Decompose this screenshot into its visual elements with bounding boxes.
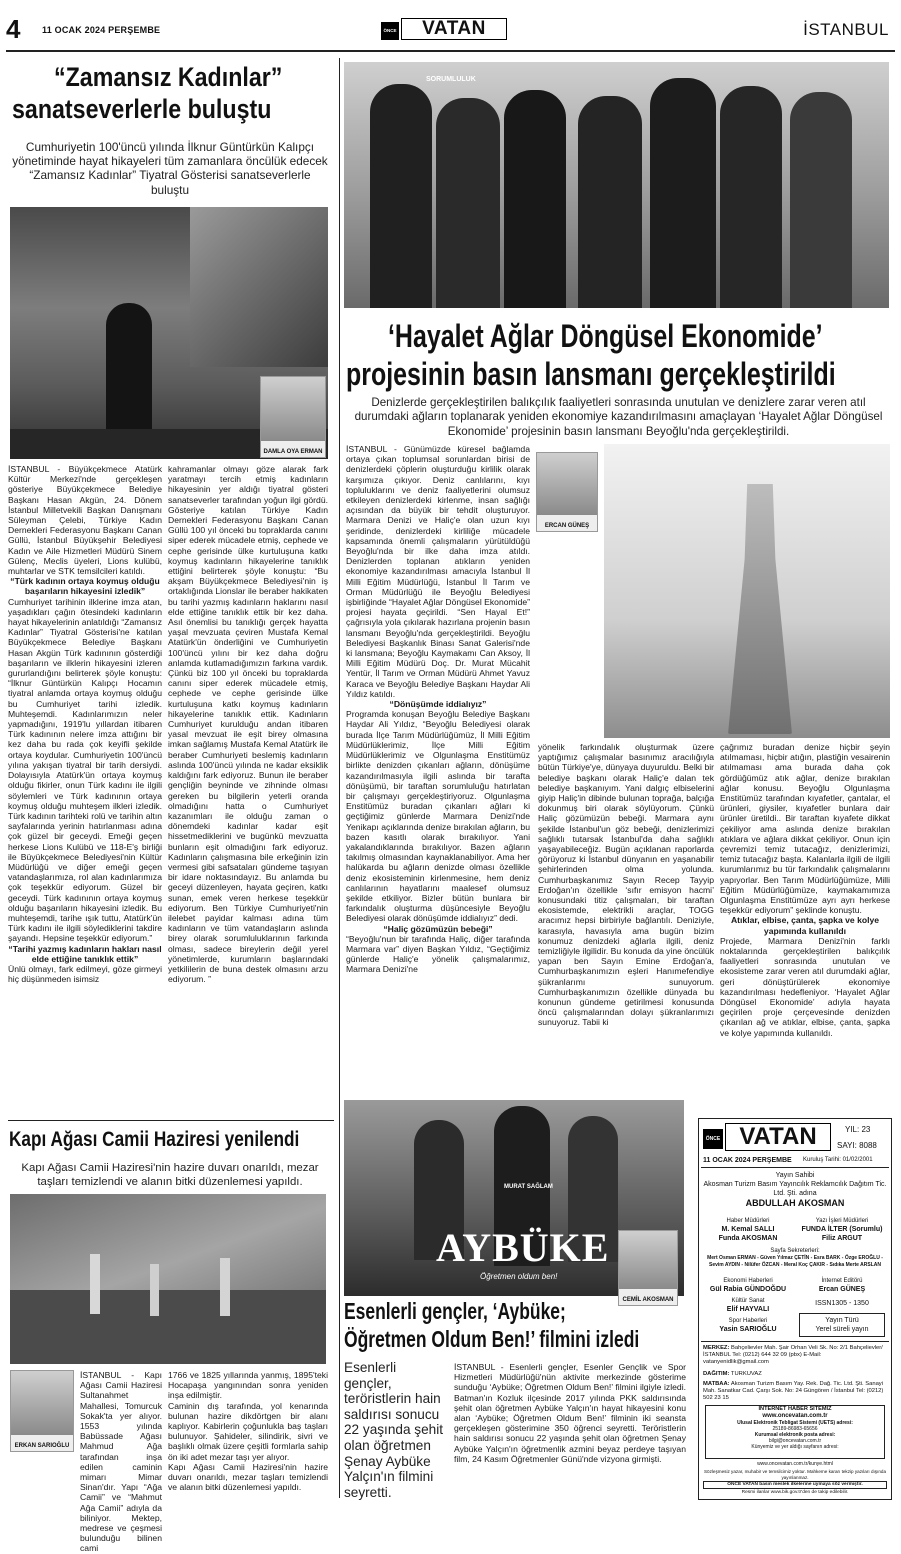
story2-subtitle: Kapı Ağası Camii Haziresi'nin hazire duvarı onarıldı, mezar taşları temizlendi ve alanın bitki düzenlemesi yapıldı. xyxy=(21,1162,319,1188)
story2-col1 xyxy=(80,1370,162,1554)
stage-backdrop xyxy=(190,207,328,367)
subheading: Atıklar, elbise, çanta, şapka ve kolye yapımında kullanıldı xyxy=(730,915,880,936)
story2-photo xyxy=(10,1194,326,1364)
person-silhouette xyxy=(504,90,566,308)
culture-label: Kültür Sanat xyxy=(731,1298,765,1304)
masthead-rule xyxy=(701,1167,889,1168)
paragraph: “Beyoğlu'nun bir tarafında Haliç, diğer tarafında Marmara var” diyen Başkan Yıldız, “Geçtiğimiz günlerde Haliç'e yönelik çalışmalarımız, Marmara Denizi'ne xyxy=(346,933,530,975)
author-name: ERCAN GÜNEŞ xyxy=(544,523,590,529)
masthead-box xyxy=(698,1118,892,1500)
address xyxy=(703,1345,887,1367)
editor-2: Filiz ARGUT xyxy=(821,1235,863,1242)
paragraph: yönelik farkındalık oluşturmak üzere yaptığımız çalışmalar basınımız aracılığıyla bütün Türkiye'ye, dünyaya duyuruldu. Belki bir belediye başkanı olarak Haliç'e dalan tek belediye başkanıyım. Yani dalgıç elbiselerini giyip Haliç'in dibinde bulunan toprağa, balçığa dokunmuş biri olarak söylüyorum. Çünkü Haliç gözümüzün bebeği. Marmara aynı şekilde İstanbul'un göz bebeği, denizlerimizi sağlıklı tutarsak İstanbul'da daha sağlıklı yaşayabileceğiz. Bugün açıklanan raporlarda görüyoruz ki İstanbul dünyanın en yaşanabilir şehirlerinden olma yolunda. Cumhurbaşkanımız Sayın Recep Tayyip Erdoğan'ın özellikle ‘sıfır emisyon hacmi’ konusundaki titiz çalışmaları, bir taraftan ekosistemde, elektrikli araçlar, TOGG aracımız hepsi birbiriyle bağlantılı. Deniziyle, karasıyla, havasıyla ama bugün bizim konumuz denizdeki ağlarla ilgili, deniz temizliğiyle ilgilidir. Bu konuda da yine öncülük yapan ben Sayın Emine Erdoğan'a, Cumhurbaşkanımızın eşleri Hanımefendiye şükranlarımı sunuyorum. Cumhurbaşkanımızın özellikle dünyada bu konunun gündeme getirilmesi konusunda öncü çalışmalarından dolayı şükranlarımızı sunuyoruz. Tabii ki xyxy=(538,742,714,1028)
page-number: 4 xyxy=(6,14,21,44)
story2-author-box xyxy=(10,1370,74,1452)
paragraph: çağrımız buradan denize hiçbir şeyin atılmaması, hiçbir atığın, plastiğin vesairenin atılmaması ama burada daha çok gördüğümüz atık ağlar, denize bırakılan ağlar konusu. Beyoğlu Olgunlaşma Enstitümüz tarafından kıyafetler, çantalar, el ürünleri, giysiler, kıyafetler bunlara dair ürünler üretildi.. Bir taraftan kıyafete dikkat çekiliyor ama aslında denize bırakılan atıklara ve ağlara dikkat çekiliyor. Onun için çevremizi temiz tutacağız, denizlerimizi, temiz tutacağız başta. Kalanlarla ilgili de ilgili kurumlarımız bu tür farkındalık çalışmalarını yapıyorlar. Ben Tarım Müdürlüğümüze, Milli Eğitim Müdürlüğümüze, kaymakamımıza Olgunlaşma Enstitümüze ayrı ayrı herkese teşekkür ediyorum” şeklinde konuştu. xyxy=(720,742,890,916)
story-kapi-agasi xyxy=(0,1122,337,1554)
economy-name: Gül Rabia GÜNDOĞDU xyxy=(709,1286,787,1293)
complaint-url: www.oncevatan.com.tr/kunye.html xyxy=(757,1461,833,1467)
masthead-wordmark: VATAN xyxy=(725,1123,831,1151)
issn: ISSN1305 - 1350 xyxy=(815,1300,869,1307)
person-silhouette xyxy=(720,86,782,308)
story3-col3 xyxy=(720,742,890,1038)
story3-col2 xyxy=(538,742,714,1028)
distribution xyxy=(703,1371,887,1378)
distribution-label: DAĞITIM: xyxy=(703,1371,730,1377)
story2-top-rule xyxy=(8,1120,334,1121)
story3-title-line1: ‘Hayalet Ağlar Döngüsel Ekonomide’ xyxy=(388,318,823,354)
news-director-1: M. Kemal SALLI xyxy=(721,1226,775,1233)
story1-col1 xyxy=(8,464,162,985)
story1-subtitle: Cumhuriyetin 100'üncü yılında İlknur Güntürkün Kalıpçı yönetiminde hayat hikayeleri tüm zamanlara öncülük edecek “Zamansız Kadınlar” Tiyatral Gösterisi sanatseverlerle buluştu xyxy=(12,140,328,197)
story3-group-photo xyxy=(344,62,889,308)
header-date: 11 OCAK 2024 PERŞEMBE xyxy=(42,25,161,35)
story1-title-line2: sanatseverlerle buluştu xyxy=(12,94,272,124)
author-avatar xyxy=(261,377,325,441)
internet-box xyxy=(705,1405,885,1459)
sports-label: Spor Haberleri xyxy=(728,1318,768,1324)
kep-label: Kurumsal elektronik posta adresi: xyxy=(754,1432,836,1438)
story4-title-line2: Öğretmen Oldum Ben!’ filmini izledi xyxy=(344,1326,640,1352)
photo-sign: SORUMLULUK xyxy=(426,76,476,83)
masthead-founded: Kuruluş Tarihi: 01/02/2001 xyxy=(803,1157,873,1163)
story2-title: Kapı Ağası Camii Haziresi yenilendi xyxy=(9,1128,300,1151)
publication-type-box xyxy=(799,1313,885,1337)
paragraph: İSTANBUL - Esenlerli gençler, Esenler Gençlik ve Spor Hizmetleri Müdürlüğü'nün aktivite merkezinde gösterime sunduğu ‘Aybüke; Öğretmen Oldum Ben!’ filmini ilgiyle izledi. Batman'ın Kozluk ilçesinde 2017 yılında PKK saldırısında şehit olan öğretmen Aybüke Yalçın'ın hayat hikayesini konu alan ‘Aybüke; Öğretmen Oldum Ben!’ filminin iki seansta gerçekleşen gösterimine 350 öğrenci seyretti. Teröristlerin hain saldırısı sonucu 22 yaşında şehit olan öğretmen Şenay Aybüke Yalçın'ın öğretmenlik azmini beyaz perdeye taşıyan film, 24 Kasım Öğretmenler Günü'nde vizyona girmişti. xyxy=(454,1362,686,1464)
subheading: “Türk kadının ortaya koymuş olduğu başarıların hikayesini izledik” xyxy=(10,576,160,597)
ethics-note: Sözleşmesiz yazar, muhabir ve temsilcimiz yoktur. Mahkeme kararı tekzip yazıları dışında yayınlanmaz. xyxy=(703,1469,887,1480)
tombstone-shape xyxy=(150,1264,159,1316)
paragraph: Programda konuşan Beyoğlu Belediye Başkanı Haydar Ali Yıldız, “Beyoğlu Belediyesi olarak burada İlçe Tarım Müdürlüğümüz, İl Milli Eğitim Müdürlüklerimiz, İlçe Milli Eğitim Müdürlüklerimiz ve Olgunlaşma Enstitümüz birlikte denizden çıkanları ağların, dönüşüme kazandırılmasıyla ilgili aslında bir tarafta dönüşümü, bir taraftan sorumluluğu hatırlatan bir çalışmayı gerçekleştiriyoruz. Olgunlaşma Enstitümüz buradan çıkanları ağları ki geçtiğimiz günlerde Marmara Denizi'nde Yenikapı açıklarında denize bırakılan ağların, bu bazen kasıtlı olarak bırakılıyor. Yani yakalandıklarında bırakılıyor. Bazen ağların takılmış olmasından kaynaklanabiliyor. Ama her halükarda bu ağların denizde olması özellikle deniz ekosisteminin kirlenmesine, hem deniz canlılarının hayatlarını maalesef olumsuz şekilde etkiliyor. Bizler bütün bunlara bir farkındalık oluşturma düşüncesiyle Beyoğlu Belediyesi olarak dönüşümde iddialıyız” dedi. xyxy=(346,709,530,924)
subheading: “Haliç gözümüzün bebeği” xyxy=(383,923,493,934)
printer-label: MATBAA: xyxy=(703,1381,730,1387)
footer-text: ÖNCE VATAN basın meslek ilkelerine uymaya söz vermiştir. xyxy=(727,1482,863,1487)
paragraph: Caminin dış tarafında, yol kenarında bulunan hazire dikdörtgen bir alanı kaplıyor. Kabirlerin çoğunlukla baş taşları bulunuyor. Şahideler, silindirik, sivri ve başlıklı olmak üzere çeşitli formlarla sahip ön iki adet mezar taşı yer alıyor. xyxy=(168,1400,328,1462)
logo-wordmark: VATAN xyxy=(401,18,507,40)
paragraph: Kapı Ağası Camii Haziresi'nin hazire duvarı onarıldı, mezar taşları temizlendi ve alanın bitki düzenlemesi yapıldı. xyxy=(168,1461,328,1493)
internet-box-title: İNTERNET HABER SİTEMİZ xyxy=(758,1406,832,1412)
secretaries-label: Sayfa Sekreterleri: xyxy=(770,1248,820,1254)
footer-bar xyxy=(703,1481,887,1489)
masthead-logo xyxy=(703,1123,833,1153)
tombstone-shape xyxy=(90,1254,100,1314)
internet-editor-label: İnternet Editörü xyxy=(821,1278,863,1284)
subheading: “Dönüşümde iddialıyız” xyxy=(389,699,487,710)
complaint-label: Künyemiz ve yer aldığı sayfanın adresi: xyxy=(751,1444,839,1450)
news-director-2: Funda AKOSMAN xyxy=(718,1235,778,1242)
masthead-badge: ÖNCE xyxy=(703,1129,723,1149)
paragraph: kahramanlar olmayı göze alarak fark yaratmayı tercih etmiş kadınların hikayesinin yer aldığı tiyatral gösteri sanatseverler tarafından yoğun ilgi gördü. Gösteriye katılan Türkiye Kadın Dernekleri Federasyonu Başkanı Canan Güllü 100 yıl önceki bu topraklarda canını siper ederek mücadele etmiş, cephede ve cephe gerisinde ülke kurtuluşuna katkı koymuş kadınların hikayelerine tanıklık ettiğini belirterek şöyle konuştu: “Bu akşam Büyükçekmece Belediyesi'nin iş ortaklığında Lionslar ile beraber hakikaten bu tarihi yazmış kadınların haklarını nasıl elde ettiğine tanıklık ettik bir kez daha. Asıl önemlisi bu tanıklığı gerçek hayatta yaşal mevzuata çeviren Mustafa Kemal Atatürk'ün önderliğini ve Cumhuriyetin 100'üncü yılını bir kez daha doğru anlamda kutlamadığımızın farkına vardık. Çünkü biz 100 yıl önceki bu topraklarda canını siper ederek mücadele etmiş, cephede ve cephe gerisinde ülke kurtuluşuna katkı koymuş kadınların hikayelerine tanıklık ettik. Kadınların Cumhuriyet kurulduğu andan itibaren yasal mevzuat ile eşit birey olmasına imkan sağlamış Mustafa Kemal Atatürk ile beraber Cumhuriyeti beslemiş kadınların aslında 100'üncü yılında ne kadar eksiklik kaldığını fark ediyoruz. Bunun ile beraber gençliğin beyninde ve zihninde olması gereken bu bilgilerin yeterli oranda olmadığını hatta o Cumhuriyet kazanımları ile olduğu zaman o dönemdeki kadınlar kadar eşit hissetmediklerini ve bugünkü mevzuatta bunların eşit olmadığını fark ediyoruz. Kadınların çalışmasına bile erkeğinin izin vermesi gibi safsataları gündeme taşıyan bir idare noktasındayız. Bu anlamda bu geceyi düzenleyen, hayata geçiren, katkı sunan, emek veren herkese teşekkür ediyorum. Ben Türkiye Cumhuriyeti'nin ilelebet payidar kalması adına tüm kadınların ve tüm vatandaşların aslında birey olarak sorumluluklarının farkında olması, sadece bireylerin değil yerel yönetimlerde, kurumların başlarındaki yetkililerin de buna destek olmasını arzu ediyorum. ” xyxy=(168,464,328,985)
economy-label: Ekonomi Haberleri xyxy=(723,1278,773,1284)
editor-label: Yazı İşleri Müdürleri xyxy=(815,1218,869,1224)
story3-author-box xyxy=(536,452,598,532)
story1-author-box xyxy=(260,376,326,458)
secretaries: Mert Osman ERMAN - Güven Yılmaz ÇETİN - Esra BARK - Özge EROĞLU - Sevim AYDIN - Nilüfer ÖZCAN - Meral Koç ÇAKIR - Sıdıka Merte ARSLAN xyxy=(707,1255,883,1268)
publication-type-label: Yayın Türü xyxy=(825,1317,859,1324)
story4-sidebar: Esenlerli gençler, teröristlerin hain saldırısı sonucu 22 yaşında şehit olan öğretmen Şenay Aybüke Yalçın'ın filmini seyretti. xyxy=(344,1360,443,1500)
internet-site: www.oncevatan.com.tr xyxy=(762,1413,828,1419)
author-avatar xyxy=(537,453,597,515)
story4-title-line1: Esenlerli gençler, ‘Aybüke; xyxy=(344,1298,566,1324)
logo-badge: ÖNCE xyxy=(381,22,399,40)
story4-col1 xyxy=(454,1362,686,1504)
paragraph: Ünlü olmayı, fark edilmeyi, göze girmeyi hiç düşünmeden isimsiz xyxy=(8,963,162,985)
story3-dress-photo xyxy=(604,444,890,738)
masthead-issue: SAYI: 8088 xyxy=(837,1141,877,1150)
edition-name: İSTANBUL xyxy=(803,20,889,39)
address-text: Bahçelievler Mah. Şair Orhan Veli Sk. No: 2/1 Bahçelievler/İSTANBUL Tel: (0212) 644 32 09 (pbx) E-Mail: vatanyenidlik@gmail.com xyxy=(703,1345,883,1366)
story-zamansiz-kadinlar xyxy=(0,56,337,1136)
paragraph: Projede, Marmara Denizi'nin farklı noktalarında gerçekleştirilen balıkçılık faaliyetleri sonrasında unutulan ve ekosisteme zarar veren atıl durumdaki ağlar, geri dönüştürülerek ekonomiye kazandırılması hedefleniyor. ‘Hayalet Ağlar Döngüsel Ekonomide’ adıyla hayata geçirilen proje çerçevesinde denizden çıkarılan ağ ve atıklar, elbise, çanta, şapka ve kolye yapımında kullanıldı. xyxy=(720,935,890,1038)
paragraph: İSTANBUL - Günümüzde küresel bağlamda ortaya çıkan toplumsal sorunlardan birisi de denizlerdeki çöplerin oluşturduğu kirlilik olarak karşımıza çıkıyor. Deniz canlılarını, kıyı topluluklarını ve deniz faaliyetlerini olumsuz etkileyen denizlerdeki kirlenme, insan sağlığı açısından da büyük bir tehdit oluşturuyor. Marmara Denizi ve Haliç'e olan uzun kıyı şeridinde, denizlerdeki kirliliğe mücadele kapsamında önemli çalışmaların yürütüldüğü Beyoğlu'nda bir ilke daha imza atıldı. Denizlerden toplanan atıkların yeniden ekonomiye kazandırılması amacıyla İstanbul İl Milli Eğitim Müdürlüğü, İstanbul İl Tarım ve Orman Müdürlüğü ile Beyoğlu Belediyesi işbirliğinde “Hayalet Ağlar Döngüsel Ekonomide” projesi hayata geçirildi. “Sen Hayal Et!” çağrısıyla yola çıkılarak hazırlana projenin basın lansmanı Beyoğlu'nda gerçekleştirildi. Beyoğlu Belediyesi Başkanlık Binası Sanat Galerisi'nde ki lansmana; Beyoğlu Kaymakamı Can Aksoy, İl Milli Eğitim Müdürü Doç. Dr. Murat Mücahit Yentür, İl Tarım ve Orman Müdürü Ahmet Yavuz Karaca ve Beyoğlu Belediye Başkanı Haydar Ali Yıldız katıldı. xyxy=(346,444,530,699)
address-label: MERKEZ: xyxy=(703,1345,730,1351)
masthead-year: YIL: 23 xyxy=(845,1125,871,1134)
poster-tagline: Öğretmen oldum ben! xyxy=(480,1272,558,1281)
story3-title-line2: projesinin basın lansmanı gerçekleştirildi xyxy=(346,356,836,392)
header-logo xyxy=(381,20,509,42)
header-rule xyxy=(6,50,895,52)
person-silhouette xyxy=(650,78,716,308)
story2-col2 xyxy=(168,1370,328,1502)
story4-author-box xyxy=(618,1230,678,1306)
paragraph: İSTANBUL - Kapı Ağası Camii Haziresi Sultanahmet Mahallesi, Tomurcuk Sokak'ta yer alıyor. 1553 yılında Babüssade Ağası Mahmud Ağa tarafından inşa edilen caminin mimarı Mimar Sinan'dır. Yapı “Ağa Camii” ve “Mahmut Ağa Camii” adıyla da biliniyor. Mektep, medrese ve çeşmesi bulunduğu bilinen cami xyxy=(80,1370,162,1554)
wall-shape xyxy=(10,1290,326,1364)
kep: bilgi@oncevatan.com.tr xyxy=(768,1438,822,1444)
uets: 25189-86983-65656 xyxy=(772,1426,818,1432)
masthead-date: 11 OCAK 2024 PERŞEMBE xyxy=(703,1157,792,1164)
ads-note: Resmi ilanlar www.bik.gov.tr'den de takip edilebilir. xyxy=(741,1490,849,1495)
editor-1: FUNDA İLTER (Sorumlu) xyxy=(801,1226,883,1233)
person-silhouette xyxy=(790,92,852,308)
owner-name: ABDULLAH AKOSMAN xyxy=(745,1198,845,1208)
uets-label: Ulusal Elektronik Tebligat Sistemi (UETS) adresi: xyxy=(737,1420,853,1426)
masthead-rule xyxy=(701,1341,889,1342)
news-director-label: Haber Müdürleri xyxy=(726,1218,770,1224)
person-silhouette xyxy=(436,98,500,308)
subheading: “Tarihi yazmış kadınların hakları nasıl elde ettiğine tanıklık ettik” xyxy=(8,943,162,964)
author-avatar xyxy=(619,1231,677,1289)
story1-title-line1: “Zamansız Kadınlar” xyxy=(54,62,283,92)
culture-name: Elif HAYVALI xyxy=(726,1306,770,1313)
person-silhouette xyxy=(578,96,642,308)
poster-credit: MURAT SAĞLAM xyxy=(504,1184,553,1190)
story1-col2 xyxy=(168,464,328,985)
internet-editor-name: Ercan GÜNEŞ xyxy=(818,1286,866,1293)
printer xyxy=(703,1381,887,1403)
story3-subtitle: Denizlerde gerçekleştirilen balıkçılık faaliyetleri sonrasında unutulan ve denizlere zarar veren atıl durumdaki ağların toplanarak yeniden ekonomiye kazandırılmasını amaçlayan ‘Hayalet Ağlar Döngüsel Ekonomide’ projesinin basın lansmanı Beyoğlu'nda gerçekleştirildi. xyxy=(354,396,883,438)
publication-type-value: Yerel süreli yayın xyxy=(815,1326,869,1333)
person-silhouette xyxy=(370,84,432,308)
tombstone-shape xyxy=(220,1258,230,1316)
printer-text: Akosman Turizm Basım Yay. Rek. Dağ. Tic. Ltd. Şti. Sanayi Mah. Sanatkar Cad. Çarşı Sok. No: 24 Güngören / İstanbul Tel: (0212) 502 23 15 xyxy=(703,1381,884,1402)
paragraph: İSTANBUL - Büyükçekmece Atatürk Kültür Merkezi'nde gerçekleşen gösteriye Büyükçekmece Belediye Başkanı Hasan Akgün, 24. Dönem İstanbul Milletvekili Başkan Danışmanı Süleyman Çelebi, Türkiye Kadın Dernekleri Federasyonu Başkanı Canan Güllü, İstanbul Büyükşehir Belediyesi Kadın ve Aile Hizmetleri Müdürü Sinem Gülenç, Meclis üyeleri, Lions kulübü, muhtarlar ve STK temsilcileri katıldı. xyxy=(8,464,162,577)
author-name: ERKAN SARIOĞLU xyxy=(14,1443,70,1449)
owner-label: Yayın Sahibi xyxy=(775,1172,815,1179)
story-hayalet-aglar xyxy=(340,56,901,1056)
dress-shape xyxy=(728,484,792,734)
author-avatar xyxy=(11,1371,73,1435)
author-name: CEMİL AKOSMAN xyxy=(622,1297,674,1303)
page-header xyxy=(0,0,901,56)
story3-col1 xyxy=(346,444,530,975)
distribution-text: TURKUVAZ xyxy=(730,1371,762,1377)
paragraph: Cumhuriyet tarihinin ilklerine imza atan, yaşadıkları çağın ötesindeki kadınların hayat hikayelerinin anlatıldığı “Zamansız Kadınlar” Tiyatral Gösterisi'ne katılan Büyükçekmece Belediye Başkanı Hasan Akgün Türk kadınının gösterdiği başarıların ve ilklerin hikayesini izleren gururlandığını belirterek şöyle konuştu: “İlknur Güntürkün Kalıpçı Hocamın tiyatral anlamda ortaya koymuş olduğu bu Cumhuriyet tarihi izledik. Muhteşemdi. Kadınlarımızın neler yapmadığını, 1919'lu yıllardan itibaren Türk kadınının nelere imza attığını bir kez daha bu rada çok keyifli şekilde ortaya koydular. Cumhuriyetin 100'üncü yılına yakışan tiyatral bir tarih dersiydi. Dolayısıyla Atatürk'ün ortaya koymuş olduğu fikirler, onun Türk kadını ile ilgili söylemleri ve Türk kadınının ortaya koymuş olduğu muhteşem ilkleri izledik. Türk kadının tarihteki rolü ve tarihin altın sayfalarında yerinin hatırlanması adına çok güzel bir geceydi. Emeği geçen herkese Lions Kulübü ve 118-E'ş birliği ile Büyükçekmece Belediyesi'nin Kültür Müdürlüğü ve diğer emeği geçen vatandaşlarımıza, rol alan kadınlarımıza çok teşekkür ediyorum. Güzel bir geceydi. Türk kadınının ortaya koymuş olduğu başarıların hikayesini izledik. Bu muhteşemdi, tarihe ışık tuttu, Atatürk'ün Türk kadını ile ilgili söylediklerini takdire şayandı. Hepsine teşekkür ediyorum.” xyxy=(8,596,162,944)
poster-title: AYBÜKE xyxy=(436,1225,610,1270)
story-aybuke xyxy=(340,1100,690,1506)
author-name: DAMLA OYA ERMAN xyxy=(263,449,323,455)
sports-name: Yasin SARIOĞLU xyxy=(719,1326,777,1333)
owner-company: Akosman Turizm Basım Yayıncılık Reklamcılık Dağıtım Tic. Ltd. Şti. adına xyxy=(703,1181,887,1197)
paragraph: 1766 ve 1825 yıllarında yanmış, 1895'teki Hocapaşa yangınından sonra yeniden inşa edilmiştir. xyxy=(168,1370,328,1401)
